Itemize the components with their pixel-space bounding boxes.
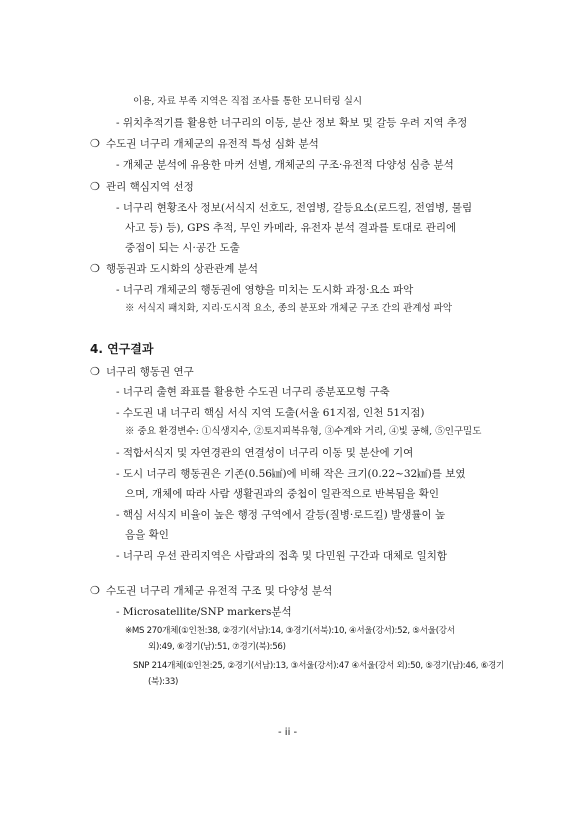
text-line: - 수도권 내 너구리 핵심 서식 지역 도출(서울 61지점, 인천 51지점) xyxy=(116,407,425,419)
bullet-icon: ❍ xyxy=(90,584,100,597)
text-line: 사고 등) 등), GPS 추적, 무인 카메라, 유전자 분석 결과를 토대로 관리에 xyxy=(125,222,457,234)
text-line: - 너구리 우선 관리지역은 사람과의 접촉 및 다민원 구간과 대체로 일치함 xyxy=(116,550,448,562)
text-line: 수도권 너구리 개체군의 유전적 특성 심화 분석 xyxy=(106,138,319,150)
bullet-icon: ❍ xyxy=(90,262,100,275)
text-line: ※ 중요 환경변수: ①식생지수, ②토지피복유형, ③수계와 거리, ④빛 공해, ⑤인구밀도 xyxy=(125,426,482,437)
text-line: ※MS 270개체(①인천:38, ②경기(서남):14, ③경기(서북):10, ④서울(강서):52, ⑤서울(강서 xyxy=(125,626,455,636)
text-line: ※ 서식지 패치화, 지리·도시적 요소, 종의 분포와 개체군 구조 간의 관계성 파악 xyxy=(125,303,453,314)
bullet-icon: ❍ xyxy=(90,137,100,150)
text-line: 4. 연구결과 xyxy=(90,342,154,356)
text-line: 으며, 개체에 따라 사람 생활권과의 중첩이 일관적으로 반복됨을 확인 xyxy=(125,488,440,500)
text-line: 너구리 행동권 연구 xyxy=(106,366,194,378)
text-line: - Microsatellite/SNP markers분석 xyxy=(116,606,292,618)
bullet-icon: ❍ xyxy=(90,180,100,193)
text-line: 중점이 되는 시·공간 도출 xyxy=(125,242,240,254)
text-line: 행동권과 도시화의 상관관계 분석 xyxy=(106,263,259,275)
text-line: - 너구리 현황조사 정보(서식지 선호도, 전염병, 갈등요소(로드킬, 전염병, 물림 xyxy=(116,202,473,214)
text-line: 이용, 자료 부족 지역은 직접 조사를 통한 모니터링 실시 xyxy=(133,96,363,107)
text-line: (북):33) xyxy=(148,677,179,687)
text-line: - 개체군 분석에 유용한 마커 선별, 개체군의 구조·유전적 다양성 심층 분석 xyxy=(116,159,454,171)
text-line: 수도권 너구리 개체군 유전적 구조 및 다양성 분석 xyxy=(106,585,333,597)
text-line: - 적합서식지 및 자연경관의 연결성이 너구리 이동 및 분산에 기여 xyxy=(116,447,414,459)
text-line: - 위치추적기를 활용한 너구리의 이동, 분산 정보 확보 및 갈등 우려 지역 추정 xyxy=(116,117,468,129)
text-line: SNP 214개체(①인천:25, ②경기(서남):13, ③서울(강서):47 ④서울(강서 외):50, ⑤경기(남):46, ⑥경기 xyxy=(133,661,505,671)
text-line: - 핵심 서식지 비율이 높은 행정 구역에서 갈등(질병·로드킬) 발생률이 높 xyxy=(116,509,446,521)
text-line: 외):49, ⑥경기(남):51, ⑦경기(북):56) xyxy=(148,642,286,652)
bullet-icon: ❍ xyxy=(90,365,100,378)
text-line: - 너구리 출현 좌표를 활용한 수도권 너구리 종분포모형 구축 xyxy=(116,386,390,398)
text-line: - 도시 너구리 행동권은 기존(0.56㎢)에 비해 작은 크기(0.22~32㎢)를 보였 xyxy=(116,468,466,480)
text-line: - 너구리 개체군의 행동권에 영향을 미치는 도시화 과정·요소 파악 xyxy=(116,284,414,296)
text-line: 음을 확인 xyxy=(125,529,169,541)
text-line: 관리 핵심지역 선정 xyxy=(106,181,194,193)
page-number: - ii - xyxy=(278,727,298,738)
